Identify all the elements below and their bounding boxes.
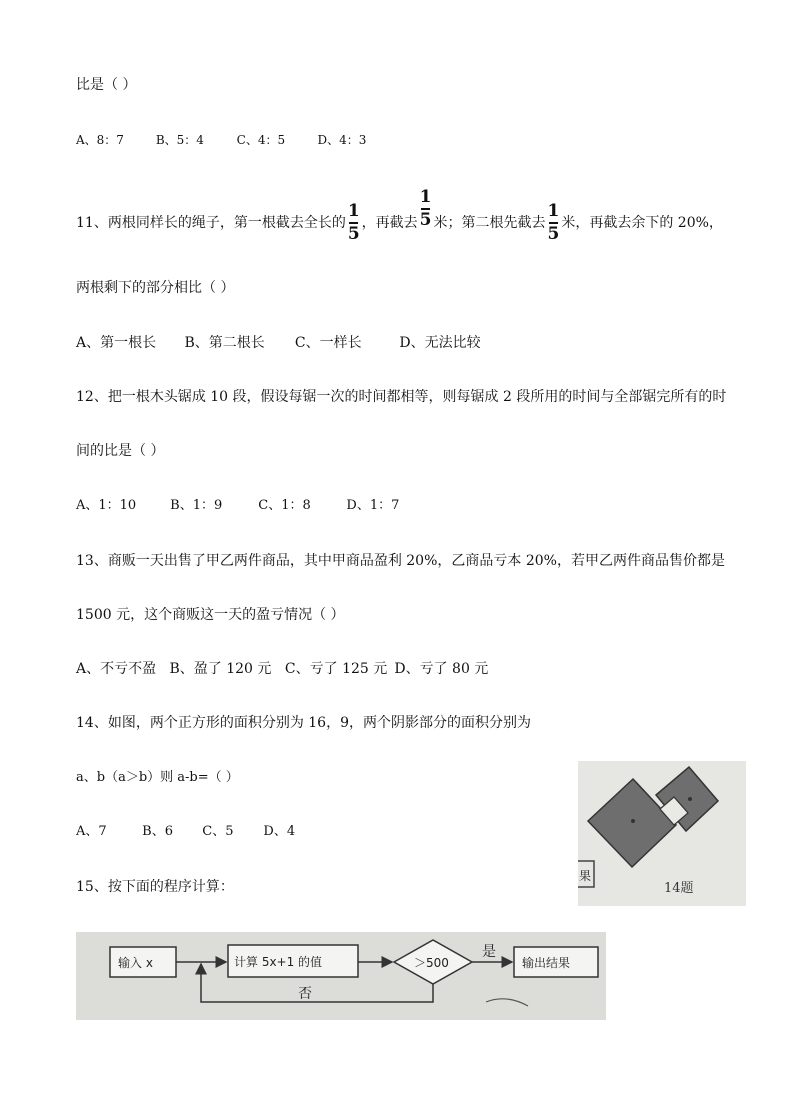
option-d: D、亏了 80 元 — [394, 661, 489, 677]
q14-options — [76, 822, 295, 842]
figure-side-text: 果 — [579, 869, 592, 883]
q12-line2: 间的比是（ ） — [76, 443, 165, 459]
compute-label: 计算 5x+1 的值 — [234, 955, 323, 969]
q11-fraction-1 — [348, 203, 360, 243]
q13-line2: 1500 元，这个商贩这一天的盈亏情况（ ） — [76, 607, 345, 623]
option-c: C、1：8 — [258, 498, 311, 513]
q12-line1: 12、把一根木头锯成 10 段，假设每锯一次的时间都相等，则每锯成 2 段所用的时间与全部锯完所有的时 — [76, 389, 727, 405]
q15-line1: 15、按下面的程序计算： — [76, 879, 234, 895]
option-a: A、不亏不盈 — [76, 661, 157, 677]
condition-label: ＞500 — [414, 956, 449, 970]
option-c: C、一样长 — [294, 335, 362, 351]
center-dot — [688, 797, 692, 801]
option-c: C、4：5 — [236, 133, 286, 147]
q11-line1 — [76, 187, 723, 244]
two-squares-diagram — [578, 761, 746, 906]
option-d: D、4 — [263, 824, 296, 839]
fraction-denominator: 5 — [347, 223, 360, 244]
output-label: 输出结果 — [522, 956, 571, 970]
q11-fraction-3 — [548, 203, 560, 243]
fraction-numerator: 1 — [547, 201, 560, 221]
q10-tail: 比是（ ） — [76, 77, 137, 93]
option-c: C、亏了 125 元 — [284, 661, 388, 677]
flowchart-diagram — [76, 932, 606, 1020]
fraction-denominator: 5 — [547, 223, 560, 244]
q11-text-3: 米；第二根先截去 — [433, 214, 546, 231]
option-b: B、1：9 — [170, 498, 223, 513]
q11-fraction-2 — [420, 189, 432, 229]
q11-line2: 两根剩下的部分相比（ ） — [76, 280, 235, 296]
q13-options — [76, 659, 488, 679]
q11-options — [76, 333, 481, 353]
option-b: B、第二根长 — [184, 335, 265, 351]
q13-line1: 13、商贩一天出售了甲乙两件商品，其中甲商品盈利 20%，乙商品亏本 20%，若甲乙两件商品售价都是 — [76, 553, 725, 569]
option-b: B、5：4 — [155, 133, 204, 147]
option-d: D、无法比较 — [399, 335, 481, 351]
no-label: 否 — [298, 986, 312, 1002]
q11-text-1: 11、两根同样长的绳子，第一根截去全长的 — [76, 214, 346, 231]
fraction-numerator: 1 — [419, 187, 432, 207]
yes-label: 是 — [482, 944, 496, 960]
q15-flowchart — [76, 932, 606, 1020]
option-a: A、第一根长 — [76, 335, 157, 351]
option-a: A、1：10 — [76, 498, 137, 513]
option-d: D、1：7 — [346, 498, 400, 513]
option-a: A、7 — [76, 824, 107, 839]
q11-text-4: 米，再截去余下的 20%， — [561, 214, 723, 231]
fraction-denominator: 5 — [419, 209, 432, 230]
option-a: A、8：7 — [76, 133, 124, 147]
q14-line2: a、b（a＞b）则 a-b=（ ） — [76, 770, 239, 785]
q12-options — [76, 496, 399, 516]
figure-caption: 14题 — [664, 881, 694, 896]
option-b: B、盈了 120 元 — [169, 661, 272, 677]
q10-options — [76, 130, 366, 150]
q14-figure — [578, 761, 746, 906]
center-dot — [631, 819, 635, 823]
q11-text-2: ，再截去 — [361, 214, 418, 231]
fraction-numerator: 1 — [347, 201, 360, 221]
option-b: B、6 — [142, 824, 173, 839]
q14-line1: 14、如图，两个正方形的面积分别为 16，9，两个阴影部分的面积分别为 — [76, 715, 531, 731]
option-d: D、4：3 — [317, 133, 367, 147]
option-c: C、5 — [202, 824, 234, 839]
input-label: 输入 x — [118, 956, 153, 970]
